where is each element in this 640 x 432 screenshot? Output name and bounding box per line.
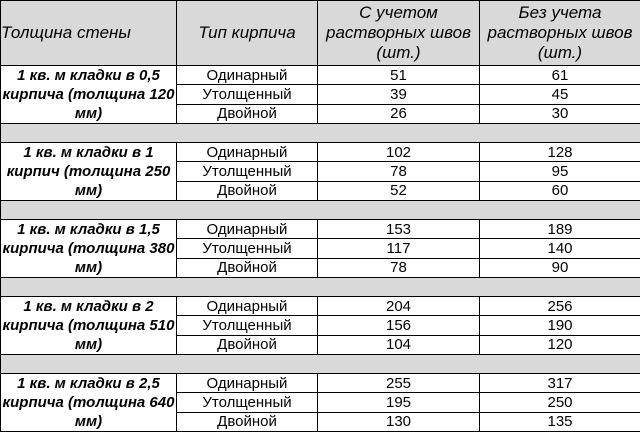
brick-type-cell: Утолщенный [177,162,318,181]
without-joints-cell: 317 [480,374,640,393]
brick-type-cell: Одинарный [177,220,318,239]
without-joints-cell: 30 [480,104,640,123]
brick-type-cell: Двойной [177,335,318,354]
group-separator-row [1,124,640,143]
table-header-row [1,1,640,66]
brick-type-cell: Утолщенный [177,316,318,335]
table-row [1,374,640,393]
wall-thickness-cell: 1 кв. м кладки в 2 кирпича (толщина 510 мм) [1,297,177,355]
without-joints-cell: 45 [480,85,640,104]
header-without-joints: Без учета растворных швов (шт.) [480,1,640,66]
with-joints-cell: 117 [318,239,480,258]
table-row [1,66,640,85]
with-joints-cell: 52 [318,181,480,200]
with-joints-cell: 78 [318,162,480,181]
with-joints-cell: 78 [318,258,480,277]
without-joints-cell: 250 [480,393,640,412]
table-body [1,66,640,432]
without-joints-cell: 120 [480,335,640,354]
group-separator-cell [1,124,640,143]
brick-type-cell: Утолщенный [177,393,318,412]
brick-type-cell: Двойной [177,104,318,123]
with-joints-cell: 130 [318,412,480,431]
without-joints-cell: 90 [480,258,640,277]
wall-thickness-cell: 1 кв. м кладки в 0,5 кирпича (толщина 120 мм) [1,66,177,124]
brick-type-cell: Одинарный [177,374,318,393]
with-joints-cell: 39 [318,85,480,104]
brick-type-cell: Двойной [177,181,318,200]
group-separator-cell [1,201,640,220]
without-joints-cell: 128 [480,143,640,162]
without-joints-cell: 95 [480,162,640,181]
with-joints-cell: 255 [318,374,480,393]
group-separator-cell [1,278,640,297]
with-joints-cell: 156 [318,316,480,335]
brick-type-cell: Утолщенный [177,239,318,258]
brick-type-cell: Утолщенный [177,85,318,104]
with-joints-cell: 195 [318,393,480,412]
header-brick-type: Тип кирпича [177,1,318,66]
table-row [1,297,640,316]
group-separator-cell [1,355,640,374]
with-joints-cell: 26 [318,104,480,123]
without-joints-cell: 61 [480,66,640,85]
without-joints-cell: 60 [480,181,640,200]
without-joints-cell: 256 [480,297,640,316]
wall-thickness-cell: 1 кв. м кладки в 1,5 кирпича (толщина 380 мм) [1,220,177,278]
with-joints-cell: 104 [318,335,480,354]
without-joints-cell: 190 [480,316,640,335]
with-joints-cell: 204 [318,297,480,316]
brick-type-cell: Двойной [177,258,318,277]
without-joints-cell: 135 [480,412,640,431]
wall-thickness-cell: 1 кв. м кладки в 1 кирпич (толщина 250 мм) [1,143,177,201]
with-joints-cell: 153 [318,220,480,239]
table-row [1,143,640,162]
brick-type-cell: Двойной [177,412,318,431]
wall-thickness-cell: 1 кв. м кладки в 2,5 кирпича (толщина 640 мм) [1,374,177,432]
table-row [1,220,640,239]
header-with-joints: С учетом растворных швов (шт.) [318,1,480,66]
brick-type-cell: Одинарный [177,143,318,162]
header-wall-thickness: Толщина стены [1,1,177,66]
with-joints-cell: 51 [318,66,480,85]
with-joints-cell: 102 [318,143,480,162]
without-joints-cell: 140 [480,239,640,258]
brick-type-cell: Одинарный [177,66,318,85]
group-separator-row [1,201,640,220]
group-separator-row [1,278,640,297]
without-joints-cell: 189 [480,220,640,239]
group-separator-row [1,355,640,374]
brick-type-cell: Одинарный [177,297,318,316]
